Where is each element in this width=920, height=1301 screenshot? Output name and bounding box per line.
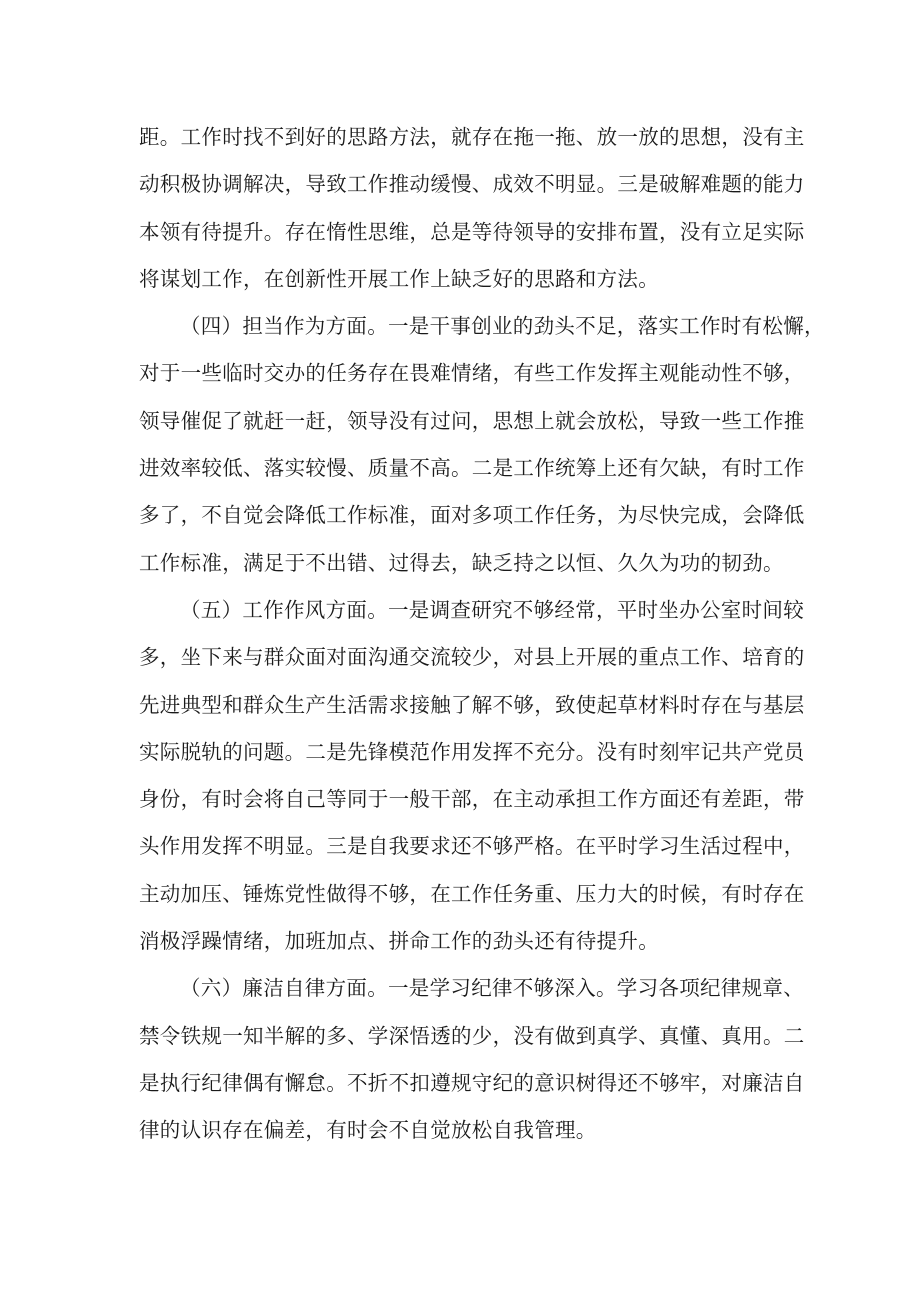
text-line: 身份，有时会将自己等同于一般干部，在主动承担工作方面还有差距，带 xyxy=(139,787,805,812)
paragraph-dandang-zuowei xyxy=(139,303,825,587)
text-line: 工作标准，满足于不出错、过得去，缺乏持之以恒、久久为功的韧劲。 xyxy=(139,550,784,575)
text-line: 距。工作时找不到好的思路方法，就存在拖一拖、放一放的思想，没有主 xyxy=(139,125,805,149)
text-line: 本领有待提升。存在惰性思维，总是等待领导的安排布置，没有立足实际 xyxy=(139,219,805,244)
text-line: （五）工作作风方面。一是调查研究不够经常，平时坐办公室时间较 xyxy=(180,597,804,622)
text-line: 动积极协调解决，导致工作推动缓慢、成效不明显。三是破解难题的能力 xyxy=(139,172,805,197)
text-line: （六）廉洁自律方面。一是学习纪律不够深入。学习各项纪律规章、 xyxy=(180,976,804,1001)
text-line: 禁令铁规一知半解的多、学深悟透的少，没有做到真学、真懂、真用。二 xyxy=(139,1023,805,1048)
text-line: 律的认识存在偏差，有时会不自觉放松自我管理。 xyxy=(139,1118,597,1143)
text-line: 消极浮躁情绪，加班加点、拼命工作的劲头还有待提升。 xyxy=(139,929,659,954)
text-line: 实际脱轨的问题。二是先锋模范作用发挥不充分。没有时刻牢记共产党员 xyxy=(139,739,805,764)
document-body xyxy=(139,114,825,1155)
text-line: 先进典型和群众生产生活需求接触了解不够，致使起草材料时存在与基层 xyxy=(139,692,805,717)
text-line: 多，坐下来与群众面对面沟通交流较少，对县上开展的重点工作、培育的 xyxy=(139,645,805,670)
text-line: 进效率较低、落实较慢、质量不高。二是工作统筹上还有欠缺，有时工作 xyxy=(139,456,805,481)
paragraph-continued xyxy=(139,114,805,303)
text-line: 对于一些临时交办的任务存在畏难情绪，有些工作发挥主观能动性不够， xyxy=(139,361,805,386)
text-line: 主动加压、锤炼党性做得不够，在工作任务重、压力大的时候，有时存在 xyxy=(139,881,805,906)
paragraph-gongzuo-zuofeng xyxy=(139,587,805,965)
text-line: 将谋划工作，在创新性开展工作上缺乏好的思路和方法。 xyxy=(139,266,659,291)
text-line: 领导催促了就赶一赶，领导没有过问，思想上就会放松，导致一些工作推 xyxy=(139,408,805,433)
text-line: 是执行纪律偶有懈怠。不折不扣遵规守纪的意识树得还不够牢，对廉洁自 xyxy=(139,1070,805,1095)
text-line: （四）担当作为方面。一是干事创业的劲头不足，落实工作时有松懈， xyxy=(180,314,825,339)
text-line: 头作用发挥不明显。三是自我要求还不够严格。在平时学习生活过程中， xyxy=(139,834,805,859)
paragraph-lianjie-zilv xyxy=(139,965,805,1154)
text-line: 多了，不自觉会降低工作标准，面对多项工作任务，为尽快完成，会降低 xyxy=(139,503,805,528)
